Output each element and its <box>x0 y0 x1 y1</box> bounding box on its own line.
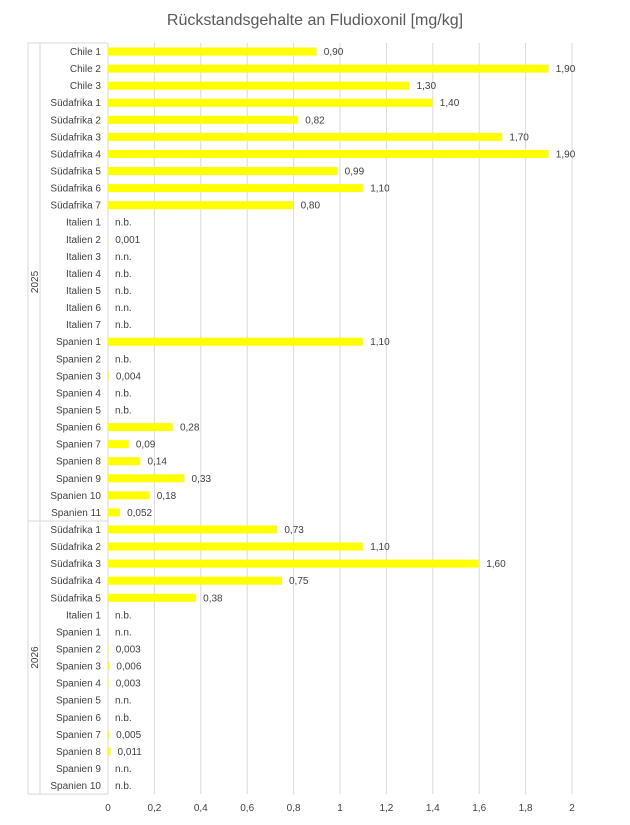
bar <box>108 543 363 551</box>
x-tick-label: 0,4 <box>193 803 208 815</box>
category-labels <box>50 47 101 792</box>
data-label: 1,40 <box>439 98 460 110</box>
group-labels <box>30 270 41 668</box>
category-label: Spanien 9 <box>55 473 101 485</box>
category-label: Spanien 2 <box>55 354 101 366</box>
category-label: Spanien 4 <box>55 678 101 690</box>
category-label: Spanien 3 <box>55 661 101 673</box>
x-tick-label: 0,6 <box>240 803 255 815</box>
category-label: Südafrika 5 <box>50 593 101 605</box>
bar <box>108 491 150 499</box>
data-label: n.n. <box>115 303 132 315</box>
x-tick-labels <box>105 803 575 814</box>
bar <box>108 662 109 670</box>
bar <box>108 577 282 585</box>
category-label: Spanien 7 <box>55 729 101 741</box>
category-label: Spanien 11 <box>51 507 101 519</box>
category-label: Italien 2 <box>65 234 101 246</box>
data-label: 0,003 <box>115 678 141 690</box>
category-label: Italien 6 <box>65 303 101 315</box>
data-label: n.n. <box>115 251 132 263</box>
category-label: Italien 3 <box>65 251 101 263</box>
data-label: 0,006 <box>116 661 142 673</box>
data-label: 1,70 <box>509 132 529 144</box>
data-label: 0,052 <box>127 507 153 519</box>
bar <box>108 372 109 380</box>
category-label: Italien 1 <box>65 610 101 622</box>
x-tick-label: 1 <box>337 803 343 815</box>
x-tick-label: 0 <box>105 803 111 815</box>
bar <box>108 679 109 687</box>
data-label: n.b. <box>115 320 132 332</box>
data-label: 1,10 <box>370 337 390 349</box>
bar <box>108 747 111 755</box>
category-label: Spanien 10 <box>50 781 101 793</box>
data-label: 0,99 <box>344 166 365 178</box>
chart-title: Rückstandsgehalte an Fludioxonil [mg/kg] <box>166 12 464 29</box>
data-label: 0,38 <box>203 593 223 605</box>
category-label: Südafrika 1 <box>50 98 101 110</box>
data-label: 0,001 <box>115 234 141 246</box>
bar <box>108 423 173 431</box>
data-label: 1,90 <box>555 149 576 161</box>
data-label: n.b. <box>115 712 132 724</box>
data-label: n.n. <box>115 763 132 775</box>
bar <box>108 525 277 533</box>
category-label: Südafrika 4 <box>50 576 101 588</box>
category-label: Spanien 9 <box>55 763 101 775</box>
bar <box>108 457 140 465</box>
category-label: Spanien 1 <box>55 337 101 349</box>
x-tick-label: 1,6 <box>472 803 487 815</box>
category-label: Südafrika 4 <box>50 149 101 161</box>
bar <box>108 338 363 346</box>
category-label: Spanien 2 <box>55 644 101 656</box>
data-label: n.n. <box>115 627 132 639</box>
bar <box>108 730 109 738</box>
category-label: Chile 1 <box>69 47 101 59</box>
data-label: n.b. <box>115 217 132 229</box>
data-label: 0,14 <box>147 456 167 468</box>
category-label: Südafrika 7 <box>50 200 101 212</box>
data-label: n.b. <box>115 268 132 280</box>
category-label: Spanien 8 <box>55 746 101 758</box>
category-label: Südafrika 3 <box>50 132 101 144</box>
x-tick-label: 1,4 <box>425 803 440 815</box>
category-label: Italien 4 <box>65 268 101 280</box>
category-label: Chile 2 <box>69 64 101 76</box>
bar <box>108 201 294 209</box>
bar <box>108 116 298 124</box>
category-label: Italien 5 <box>65 286 101 298</box>
category-label: Spanien 7 <box>55 439 101 451</box>
data-label: 1,10 <box>370 183 390 195</box>
data-label: 0,33 <box>191 473 212 485</box>
category-label: Südafrika 6 <box>50 183 101 195</box>
bar <box>108 167 338 175</box>
x-tick-label: 1,2 <box>379 803 394 815</box>
data-label: 0,005 <box>116 729 142 741</box>
x-tick-label: 0,2 <box>147 803 162 815</box>
category-label: Spanien 1 <box>55 627 101 639</box>
data-label: 1,30 <box>416 81 437 93</box>
bar <box>108 594 196 602</box>
bar <box>108 645 109 653</box>
data-label: 1,90 <box>555 64 576 76</box>
data-label: n.b. <box>115 354 132 366</box>
category-label: Spanien 8 <box>55 456 101 468</box>
data-label: 0,75 <box>289 576 309 588</box>
bar <box>108 440 129 448</box>
category-label: Spanien 4 <box>55 388 101 400</box>
bar <box>108 560 479 568</box>
data-label: 0,09 <box>135 439 156 451</box>
data-label: n.b. <box>115 405 132 417</box>
category-label: Italien 1 <box>65 217 101 229</box>
data-label: n.b. <box>115 610 132 622</box>
data-label: 0,73 <box>284 524 304 536</box>
data-labels <box>115 47 576 792</box>
category-label: Spanien 6 <box>55 712 101 724</box>
category-label: Italien 7 <box>65 320 101 332</box>
data-label: n.b. <box>115 388 132 400</box>
category-label: Spanien 10 <box>50 490 101 502</box>
data-label: 1,10 <box>370 542 390 554</box>
category-label: Südafrika 5 <box>50 166 101 178</box>
category-label: Spanien 6 <box>55 422 101 434</box>
bar <box>108 150 549 158</box>
data-label: 0,80 <box>300 200 321 212</box>
category-label: Spanien 5 <box>55 405 101 417</box>
data-label: n.b. <box>115 286 132 298</box>
data-label: 0,28 <box>179 422 200 434</box>
bars <box>108 48 549 756</box>
bar <box>108 133 502 141</box>
bar <box>108 184 363 192</box>
data-label: 0,004 <box>115 371 141 383</box>
data-label: n.b. <box>115 781 132 793</box>
category-label: Südafrika 3 <box>50 559 101 571</box>
group-label: 2026 <box>30 646 41 669</box>
category-label: Südafrika 2 <box>50 542 101 554</box>
group-label: 2025 <box>30 270 41 294</box>
data-label: 0,011 <box>117 746 142 758</box>
category-label: Spanien 3 <box>55 371 101 383</box>
category-label: Chile 3 <box>69 81 101 93</box>
category-label: Südafrika 1 <box>50 524 101 536</box>
data-label: 0,003 <box>115 644 141 656</box>
category-label: Spanien 5 <box>55 695 101 707</box>
data-label: 0,90 <box>323 47 344 59</box>
bar <box>108 48 317 56</box>
bar <box>108 508 120 516</box>
x-tick-label: 2 <box>569 803 575 815</box>
category-label: Südafrika 2 <box>50 115 101 127</box>
bar <box>108 65 549 73</box>
x-tick-label: 1,8 <box>518 803 533 815</box>
x-tick-label: 0,8 <box>286 803 301 815</box>
bar <box>108 82 410 90</box>
data-label: 0,18 <box>156 490 177 502</box>
data-label: 0,82 <box>305 115 325 127</box>
data-label: n.n. <box>115 695 132 707</box>
bar <box>108 474 185 482</box>
bar <box>108 99 433 107</box>
data-label: 1,60 <box>486 559 506 571</box>
